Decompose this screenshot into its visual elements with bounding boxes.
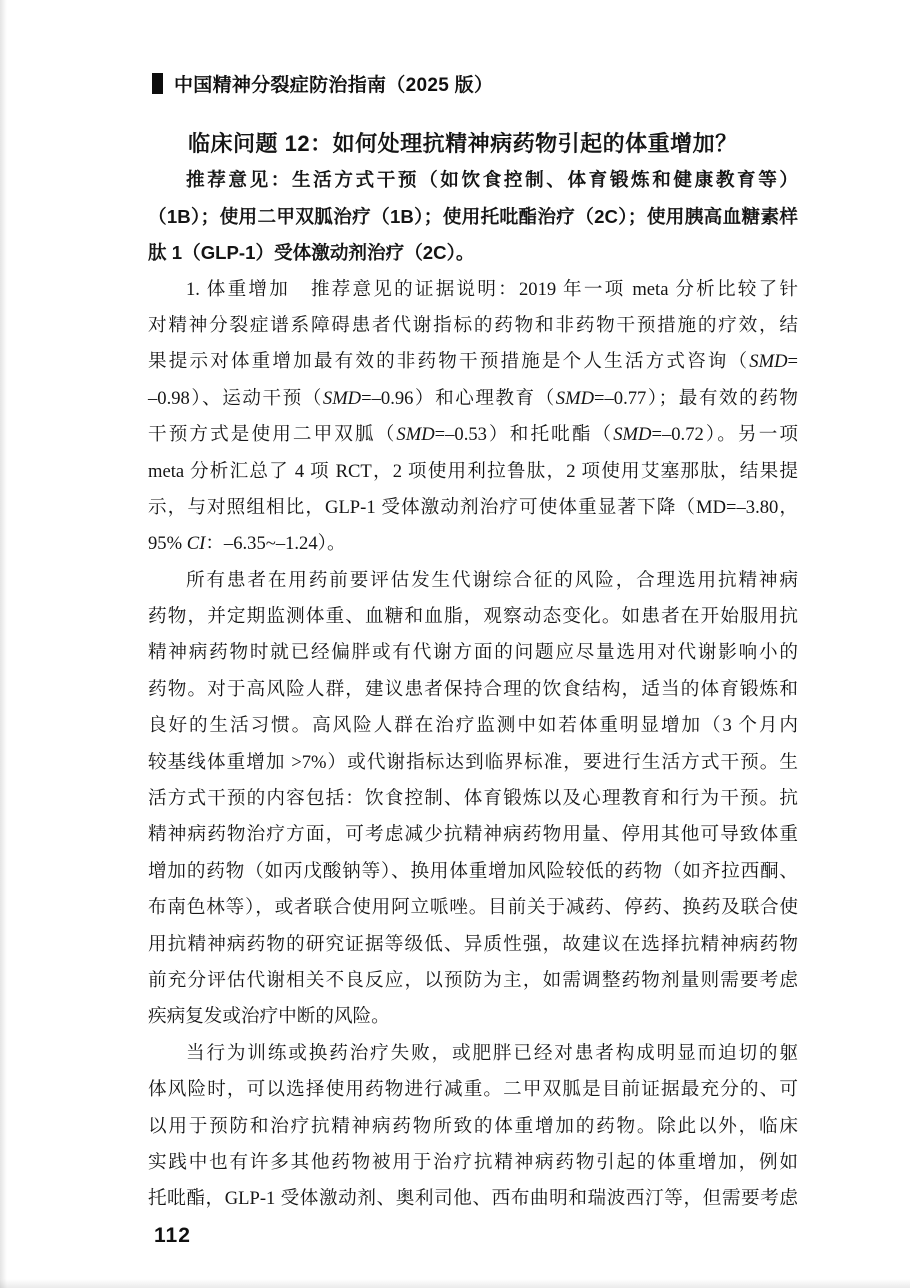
paragraph bbox=[148, 1036, 798, 1218]
text-line: 活方式干预的内容包括：饮食控制、体育锻炼以及心理教育和行为干预。抗 bbox=[148, 788, 798, 810]
text-line: –0.98）、运动干预（SMD=–0.96）和心理教育（SMD=–0.77）；最有效的药物 bbox=[148, 387, 798, 409]
text-line: 95% CI：–6.35~–1.24）。 bbox=[148, 533, 346, 555]
page-body bbox=[148, 126, 798, 1218]
text-line: 药物。对于高风险人群，建议患者保持合理的饮食结构，适当的体育锻炼和 bbox=[148, 678, 798, 700]
text-line: 托吡酯，GLP-1 受体激动剂、奥利司他、西布曲明和瑞波西汀等，但需要考虑 bbox=[148, 1188, 798, 1210]
text-line: 布南色林等），或者联合使用阿立哌唑。目前关于减药、停药、换药及联合使 bbox=[148, 897, 798, 919]
text-line: 示，与对照组相比，GLP-1 受体激动剂治疗可使体重显著下降（MD=–3.80， bbox=[148, 496, 798, 518]
text-line: 药物，并定期监测体重、血糖和血脂，观察动态变化。如患者在开始服用抗 bbox=[148, 606, 798, 628]
text-line: 较基线体重增加 >7%）或代谢指标达到临界标准，要进行生活方式干预。生 bbox=[148, 751, 798, 773]
text-line: 干预方式是使用二甲双胍（SMD=–0.53）和托吡酯（SMD=–0.72）。另一项 bbox=[148, 424, 798, 446]
text-line: 精神病药物时就已经偏胖或有代谢方面的问题应尽量选用对代谢影响小的 bbox=[148, 642, 798, 664]
paragraph bbox=[148, 563, 798, 1036]
text-line: 前充分评估代谢相关不良反应，以预防为主，如需调整药物剂量则需要考虑 bbox=[148, 969, 798, 991]
page-number: 112 bbox=[154, 1224, 191, 1247]
scan-edge-left bbox=[0, 0, 7, 1288]
text-line: 良好的生活习惯。高风险人群在治疗监测中如若体重明显增加（3 个月内 bbox=[148, 715, 798, 737]
book-title: 中国精神分裂症防治指南（2025 版） bbox=[174, 75, 494, 96]
text-line: 果提示对体重增加最有效的非药物干预措施是个人生活方式咨询（SMD= bbox=[148, 351, 798, 373]
paragraphs bbox=[148, 162, 798, 1217]
text-line: 用抗精神病药物的研究证据等级低、异质性强，故建议在选择抗精神病药物 bbox=[148, 933, 798, 955]
paragraph bbox=[148, 162, 798, 271]
text-line: 实践中也有许多其他药物被用于治疗抗精神病药物引起的体重增加，例如 bbox=[148, 1151, 798, 1173]
question-title: 临床问题 12：如何处理抗精神病药物引起的体重增加？ bbox=[188, 131, 738, 156]
text-line: 肽 1（GLP-1）受体激动剂治疗（2C）。 bbox=[148, 242, 475, 264]
text-line: 1. 体重增加 推荐意见的证据说明：2019 年一项 meta 分析比较了针 bbox=[186, 278, 798, 300]
text-line: 疾病复发或治疗中断的风险。 bbox=[148, 1006, 390, 1028]
text-line: meta 分析汇总了 4 项 RCT，2 项使用利拉鲁肽，2 项使用艾塞那肽，结果提 bbox=[148, 460, 798, 482]
text-line: 以用于预防和治疗抗精神病药物所致的体重增加的药物。除此以外，临床 bbox=[148, 1115, 798, 1137]
scan-edge-bottom bbox=[0, 1279, 910, 1288]
text-line: 增加的药物（如丙戊酸钠等）、换用体重增加风险较低的药物（如齐拉西酮、 bbox=[148, 860, 798, 882]
running-header bbox=[152, 70, 493, 97]
text-line: 推荐意见：生活方式干预（如饮食控制、体育锻炼和健康教育等） bbox=[186, 169, 798, 191]
text-line: 当行为训练或换药治疗失败，或肥胖已经对患者构成明显而迫切的躯 bbox=[186, 1042, 798, 1064]
text-line: 对精神分裂症谱系障碍患者代谢指标的药物和非药物干预措施的疗效，结 bbox=[148, 314, 798, 336]
text-line: （1B）；使用二甲双胍治疗（1B）；使用托吡酯治疗（2C）；使用胰高血糖素样 bbox=[148, 205, 798, 227]
text-line: 精神病药物治疗方面，可考虑减少抗精神病药物用量、停用其他可导致体重 bbox=[148, 824, 798, 846]
text-line: 所有患者在用药前要评估发生代谢综合征的风险，合理选用抗精神病 bbox=[186, 569, 798, 591]
chapter-marker-icon bbox=[152, 73, 163, 94]
text-line: 体风险时，可以选择使用药物进行减重。二甲双胍是目前证据最充分的、可 bbox=[148, 1079, 798, 1101]
paragraph bbox=[148, 272, 798, 563]
